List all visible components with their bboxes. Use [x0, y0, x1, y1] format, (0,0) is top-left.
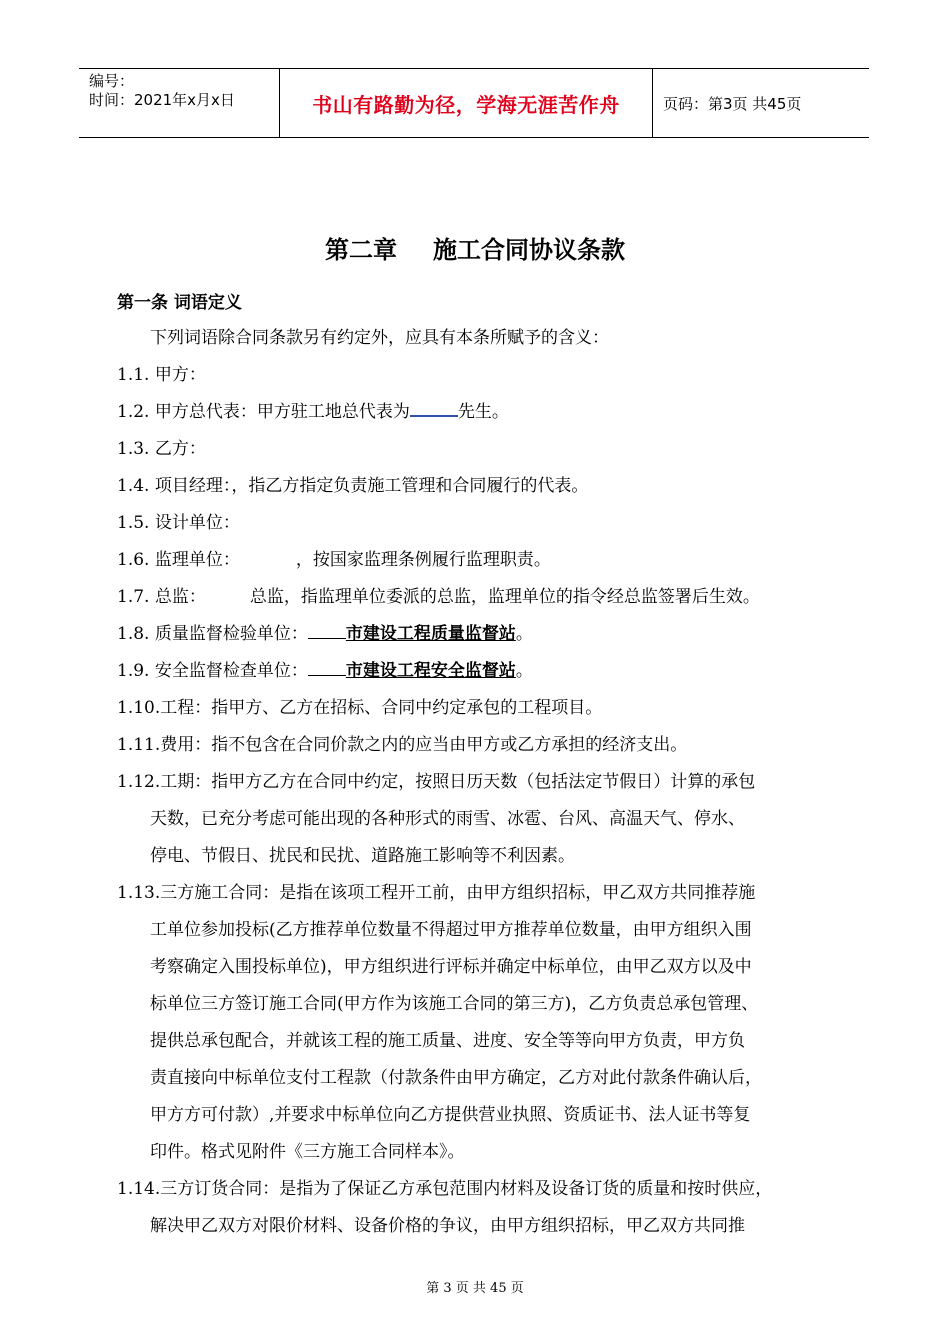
clause-1-6-label: 1.6. 监理单位：: [117, 550, 240, 570]
number-label: 编号：: [89, 72, 135, 90]
clause-1-9: [117, 653, 857, 690]
article-title: 第一条 词语定义: [117, 293, 242, 313]
clause-1-6: [117, 542, 857, 579]
chapter-title: 施工合同协议条款: [433, 236, 625, 264]
fill-blank: [410, 397, 458, 417]
page-info: 页码：第3页 共45页: [663, 94, 802, 113]
clause-1-1: 1.1. 甲方：: [117, 365, 206, 385]
clause-1-4: 1.4. 项目经理：，指乙方指定负责施工管理和合同履行的代表。: [117, 476, 589, 496]
header-motto-cell: [280, 69, 653, 137]
clause-1-8: [117, 616, 857, 653]
clause-1-9-label: 1.9. 安全监督检查单位：: [117, 661, 308, 681]
underline-blank: [308, 619, 346, 639]
clause-1-2-suffix: 先生。: [457, 402, 509, 422]
clause-1-13-cont: 提供总承包配合，并就该工程的施工质量、进度、安全等等向甲方负责，甲方负: [150, 1031, 745, 1051]
clause-1-12-cont: 停电、节假日、扰民和民扰、道路施工影响等不利因素。: [150, 846, 575, 866]
clause-1-12-cont: 天数，已充分考虑可能出现的各种形式的雨雪、冰雹、台风、高温天气、停水、: [150, 809, 745, 829]
clause-1-6-text: ，按国家监理条例履行监理职责。: [295, 550, 551, 570]
clause-1-13-cont: 标单位三方签订施工合同(甲方作为该施工合同的第三方)，乙方负责总承包管理、: [150, 994, 759, 1014]
clause-1-13-cont: 甲方方可付款）,并要求中标单位向乙方提供营业执照、资质证书、法人证书等复: [150, 1105, 751, 1125]
clause-1-3: 1.3. 乙方：: [117, 439, 206, 459]
header-meta: [79, 69, 280, 137]
header-page-cell: [653, 69, 869, 137]
clause-1-2: [117, 394, 857, 431]
clause-1-7-text: 总监，指监理单位委派的总监，监理单位的指令经总监签署后生效。: [249, 587, 760, 607]
clause-1-13: 1.13.三方施工合同：是指在该项工程开工前，由甲方组织招标，甲乙双方共同推荐施: [117, 883, 756, 903]
clause-1-13-cont: 印件。格式见附件《三方施工合同样本》。: [150, 1142, 465, 1162]
clause-1-8-label: 1.8. 质量监督检验单位：: [117, 624, 308, 644]
period: 。: [515, 661, 533, 681]
clause-1-14: 1.14.三方订货合同：是指为了保证乙方承包范围内材料及设备订货的质量和按时供应，: [117, 1179, 773, 1199]
document-header: [79, 68, 869, 138]
time-label: 时间：2021年x月x日: [89, 91, 235, 109]
article-body: [117, 320, 857, 1245]
article-intro: 下列词语除合同条款另有约定外，应具有本条所赋予的含义：: [150, 328, 609, 348]
clause-1-13-cont: 工单位参加投标(乙方推荐单位数量不得超过甲方推荐单位数量，由甲方组织入围: [150, 920, 752, 940]
clause-1-12: 1.12.工期：指甲方乙方在合同中约定，按照日历天数（包括法定节假日）计算的承包: [117, 772, 756, 792]
quality-station: 市建设工程质量监督站: [345, 624, 516, 644]
clause-1-7-label: 1.7. 总监：: [117, 587, 206, 607]
chapter-heading: [0, 230, 950, 265]
clause-1-7: [117, 579, 857, 616]
page-footer: 第 3 页 共 45 页: [426, 1281, 524, 1296]
clause-1-2-text: 1.2. 甲方总代表：甲方驻工地总代表为: [117, 402, 410, 422]
motto: 书山有路勤为径，学海无涯苦作舟: [312, 92, 620, 117]
clause-1-5: 1.5. 设计单位：: [117, 513, 240, 533]
chapter-number: 第二章: [325, 236, 397, 264]
clause-1-10: 1.10.工程：指甲方、乙方在招标、合同中约定承包的工程项目。: [117, 698, 603, 718]
clause-1-13-cont: 考察确定入围投标单位)，甲方组织进行评标并确定中标单位，由甲乙双方以及中: [150, 957, 752, 977]
period: 。: [515, 624, 533, 644]
clause-1-11: 1.11.费用：指不包含在合同价款之内的应当由甲方或乙方承担的经济支出。: [117, 735, 688, 755]
safety-station: 市建设工程安全监督站: [345, 661, 516, 681]
clause-1-13-cont: 责直接向中标单位支付工程款（付款条件由甲方确定，乙方对此付款条件确认后，: [150, 1068, 762, 1088]
clause-1-14-cont: 解决甲乙双方对限价材料、设备价格的争议，由甲方组织招标，甲乙双方共同推: [150, 1216, 745, 1236]
underline-blank: [308, 656, 346, 676]
